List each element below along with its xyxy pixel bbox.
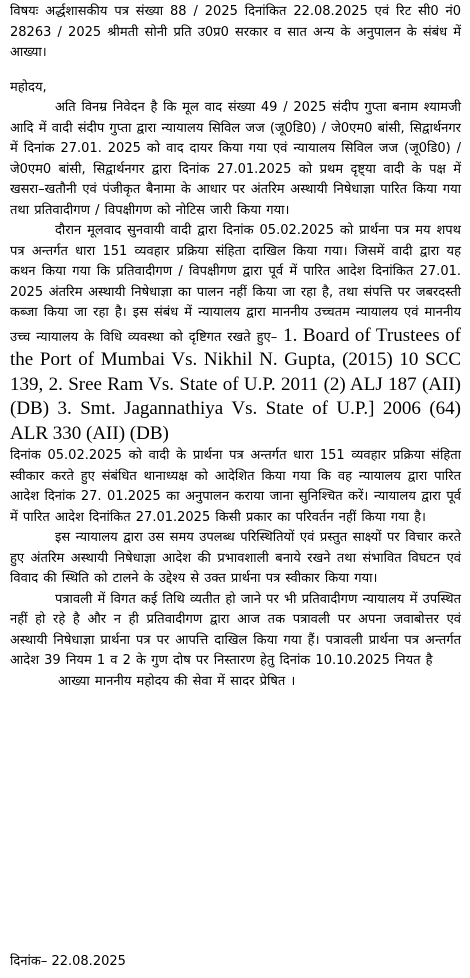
paragraph-3: दिनांक 05.02.2025 को वादी के प्रार्थना पत्र अन्तर्गत धारा 151 व्यवहार प्रक्रिया संहिता स्वीकार करते हुए संबंधित थानाध्यक्ष को आदेशित किया गया कि वह न्यायालय द्वारा पारित आदेश दिनांक 27. 01.2025 का अनुपालन कराया जाना सुनिश्चित करें। न्यायालय द्वारा पूर्व में पारित आदेश दिनांकित 27.01.2025 किसी प्रकार का परिवर्तन नहीं किया गया है।: [10, 448, 461, 525]
paragraph-4: इस न्यायालय द्वारा उस समय उपलब्ध परिस्थितियों एवं प्रस्तुत साक्ष्यों पर विचार करते हुए अंतरिम अस्थायी निषेधाज्ञा आदेश की प्रभावशाली बनाये रखने तथा संभावित विघटन एवं विवाद की स्थिति को टालने के उद्देश्य से उक्त प्रार्थना पत्र स्वीकार किया गया।: [10, 530, 461, 586]
paragraph-2-text: दौरान मूलवाद सुनवायी वादी द्वारा दिनांक 05.02.2025 को प्रार्थना पत्र मय शपथ पत्र अन्तर्गत धारा 151 व्यवहार प्रक्रिया संहिता दाखिल किया गया। जिसमें वादी द्वारा यह कथन किया गया कि प्रतिवादीगण / विपक्षीगण द्वारा पूर्व में पारित आदेश दिनांकित 27.01. 2025 अंतरिम अस्थायी निषेधाज्ञा का पालन नहीं किया जा रहा है, तथा संपत्ति पर जबरदस्ती कब्जा किया जा रहा है। इस संबंध में न्यायालय द्वारा माननीय उच्चतम न्यायालय एवं माननीय उच्च न्यायालय के विधि व्यवस्था को दृष्टिगत रखते हुए–: [10, 223, 461, 345]
paragraph-1: अति विनम्र निवेदन है कि मूल वाद संख्या 49 / 2025 संदीप गुप्ता बनाम श्यामजी आदि में वादी संदीप गुप्ता द्वारा न्यायालय सिविल जज (जू0डि0) / जे0एम0 बांसी, सिद्वार्थनगर में दिनांक 27.01. 2025 को वाद दायर किया गया एवं न्यायालय सिविल जज (जू0डि0) / जे0एम0 बांसी, सिद्वार्थनगर द्वारा दिनांक 27.01.2025 को प्रथम दृष्ट्या वादी के पक्ष में खसरा–खतौनी एवं पंजीकृत बैनामा के आधार पर अंतरिम अस्थायी निषेधाज्ञा पारित किया गया तथा प्रतिवादीगण / विपक्षीगण को नोटिस जारी किया गया।: [10, 100, 461, 218]
salutation: महोदय,: [10, 79, 47, 95]
paragraph-5: पत्रावली में विगत कई तिथि व्यतीत हो जाने पर भी प्रतिवादीगण न्यायालय में उपस्थित नहीं हो रहे है और न ही प्रतिवादीगण द्वारा आज तक पत्रावली पर अपना जवाबोत्तर एवं अस्थायी निषेधाज्ञा प्रार्थना पत्र पर आपत्ति दाखिल किया गया हैं। पत्रावली प्रार्थना पत्र अन्तर्गत आदेश 39 नियम 1 व 2 के गुण दोष पर निस्तारण हेतु दिनांक 10.10.2025 नियत है: [10, 591, 461, 668]
date-line: दिनांक– 22.08.2025: [10, 954, 126, 969]
closing-line: आख्या माननीय महोदय की सेवा में सादर प्रेषित ।: [58, 673, 296, 689]
subject-line: विषयः अर्द्धशासकीय पत्र संख्या 88 / 2025 दिनांकित 22.08.2025 एवं रिट सी0 नं0 28263 / 2025 श्रीमती सोनी प्रति उ0प्र0 सरकार व सात अन्य के अनुपालन के संबंध में आख्या।: [10, 4, 461, 60]
paragraph-2: [10, 221, 461, 446]
case-citations: 1. Board of Trustees of the Port of Mumbai Vs. Nikhil N. Gupta, (2015) 10 SCC 139, 2. Sree Ram Vs. State of U.P. 2011 (2) ALJ 187 (AII) (DB) 3. Smt. Jagannathiya Vs. State of U.P.] 2006 (64) ALR 330 (AII) (DB): [10, 324, 461, 444]
